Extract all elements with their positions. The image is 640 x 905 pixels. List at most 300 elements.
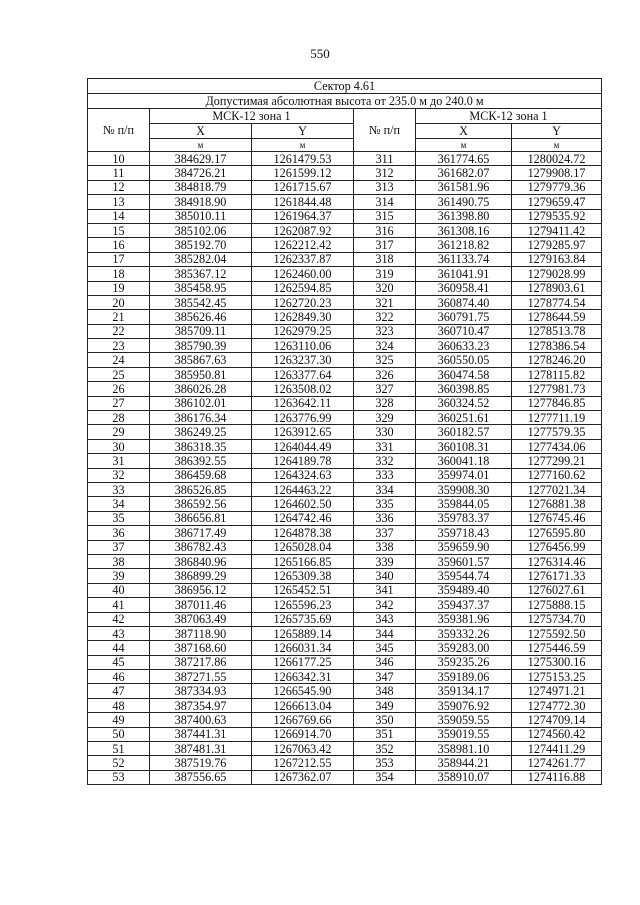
cell-y-right: 1278246.20 [512,353,602,367]
cell-x-right: 360182.57 [416,425,512,439]
axis-header-row [88,124,602,139]
cell-point-num-right: 323 [354,324,416,338]
table-row [88,698,602,712]
cell-y-right: 1277021.34 [512,482,602,496]
cell-point-num-left: 48 [88,698,150,712]
table-row [88,497,602,511]
cell-x-left: 387400.63 [150,713,252,727]
cell-point-num-left: 23 [88,339,150,353]
cell-x-right: 359908.30 [416,482,512,496]
cell-x-left: 384629.17 [150,152,252,166]
cell-y-left: 1264189.78 [252,454,354,468]
cell-point-num-right: 314 [354,195,416,209]
cell-point-num-right: 342 [354,598,416,612]
cell-x-left: 386392.55 [150,454,252,468]
cell-x-right: 360108.31 [416,439,512,453]
cell-y-left: 1267362.07 [252,770,354,784]
y-header-right: Y [512,124,602,139]
cell-point-num-right: 318 [354,252,416,266]
cell-x-left: 387334.93 [150,684,252,698]
cell-y-right: 1274411.29 [512,742,602,756]
cell-point-num-left: 34 [88,497,150,511]
cell-point-num-left: 36 [88,526,150,540]
cell-point-num-right: 330 [354,425,416,439]
cell-point-num-right: 315 [354,209,416,223]
cell-point-num-left: 13 [88,195,150,209]
cell-point-num-right: 350 [354,713,416,727]
cell-point-num-right: 325 [354,353,416,367]
cell-y-left: 1265166.85 [252,554,354,568]
cell-y-right: 1275153.25 [512,670,602,684]
cell-point-num-right: 334 [354,482,416,496]
cell-y-right: 1279411.42 [512,223,602,237]
cell-point-num-left: 39 [88,569,150,583]
cell-point-num-right: 348 [354,684,416,698]
cell-y-right: 1274560.42 [512,727,602,741]
col-header-num-right: № п/п [354,109,416,152]
cell-point-num-left: 12 [88,180,150,194]
cell-y-right: 1276745.46 [512,511,602,525]
cell-point-num-left: 38 [88,554,150,568]
cell-point-num-left: 19 [88,281,150,295]
cell-point-num-left: 20 [88,295,150,309]
cell-x-right: 359076.92 [416,698,512,712]
cell-y-right: 1276027.61 [512,583,602,597]
cell-y-left: 1263237.30 [252,353,354,367]
cell-y-right: 1279659.47 [512,195,602,209]
cell-x-right: 358910.07 [416,770,512,784]
sector-header-row [88,79,602,94]
cell-y-left: 1262337.87 [252,252,354,266]
cell-x-left: 385458.95 [150,281,252,295]
cell-y-left: 1266769.66 [252,713,354,727]
cell-point-num-right: 335 [354,497,416,511]
cell-x-left: 384818.79 [150,180,252,194]
cell-x-right: 361490.75 [416,195,512,209]
cell-y-right: 1274709.14 [512,713,602,727]
cell-point-num-right: 332 [354,454,416,468]
cell-point-num-left: 21 [88,310,150,324]
table-row [88,353,602,367]
cell-point-num-left: 35 [88,511,150,525]
table-row [88,526,602,540]
table-row [88,554,602,568]
sector-title: Сектор 4.61 [88,79,602,94]
cell-y-left: 1262460.00 [252,267,354,281]
coordinates-table [87,78,602,785]
zone-header-row [88,109,602,124]
cell-y-left: 1262594.85 [252,281,354,295]
table-row [88,612,602,626]
cell-point-num-left: 25 [88,367,150,381]
cell-x-right: 359381.96 [416,612,512,626]
cell-x-left: 386249.25 [150,425,252,439]
cell-y-left: 1264463.22 [252,482,354,496]
cell-point-num-left: 16 [88,238,150,252]
cell-x-left: 386592.56 [150,497,252,511]
height-range-row [88,94,602,109]
cell-point-num-right: 352 [354,742,416,756]
table-row [88,281,602,295]
cell-y-right: 1277711.19 [512,411,602,425]
cell-x-right: 359235.26 [416,655,512,669]
cell-point-num-left: 10 [88,152,150,166]
cell-point-num-right: 337 [354,526,416,540]
table-row [88,180,602,194]
cell-x-right: 359544.74 [416,569,512,583]
table-row [88,727,602,741]
cell-point-num-left: 31 [88,454,150,468]
cell-y-left: 1267212.55 [252,756,354,770]
cell-y-right: 1276171.33 [512,569,602,583]
cell-point-num-right: 354 [354,770,416,784]
cell-y-left: 1262720.23 [252,295,354,309]
cell-y-right: 1274116.88 [512,770,602,784]
cell-x-right: 359437.37 [416,598,512,612]
cell-x-left: 387519.76 [150,756,252,770]
cell-point-num-left: 29 [88,425,150,439]
cell-x-left: 387271.55 [150,670,252,684]
cell-x-left: 387556.65 [150,770,252,784]
cell-y-right: 1278903.61 [512,281,602,295]
cell-y-left: 1263377.64 [252,367,354,381]
page-number: 550 [310,46,330,61]
cell-y-left: 1263110.06 [252,339,354,353]
cell-x-right: 361581.96 [416,180,512,194]
cell-x-right: 359601.57 [416,554,512,568]
cell-y-right: 1274261.77 [512,756,602,770]
cell-x-left: 387217.86 [150,655,252,669]
cell-y-right: 1276456.99 [512,540,602,554]
table-row [88,670,602,684]
cell-point-num-left: 30 [88,439,150,453]
cell-point-num-right: 327 [354,382,416,396]
cell-point-num-right: 328 [354,396,416,410]
cell-y-left: 1266342.31 [252,670,354,684]
cell-point-num-left: 22 [88,324,150,338]
col-header-num-left: № п/п [88,109,150,152]
cell-x-right: 359974.01 [416,468,512,482]
cell-point-num-right: 345 [354,641,416,655]
cell-point-num-left: 37 [88,540,150,554]
cell-y-left: 1264324.63 [252,468,354,482]
height-range: Допустимая абсолютная высота от 235.0 м до 240.0 м [88,94,602,109]
unit-x-right: м [416,139,512,152]
table-row [88,540,602,554]
cell-x-left: 387441.31 [150,727,252,741]
cell-x-left: 387168.60 [150,641,252,655]
cell-y-right: 1275300.16 [512,655,602,669]
table-row [88,252,602,266]
cell-y-right: 1279779.36 [512,180,602,194]
cell-point-num-left: 32 [88,468,150,482]
table-row [88,756,602,770]
table-row [88,339,602,353]
cell-point-num-right: 320 [354,281,416,295]
cell-x-right: 360633.23 [416,339,512,353]
table-row [88,454,602,468]
cell-y-left: 1261715.67 [252,180,354,194]
cell-x-right: 359844.05 [416,497,512,511]
cell-y-left: 1265596.23 [252,598,354,612]
cell-point-num-right: 322 [354,310,416,324]
cell-x-right: 361133.74 [416,252,512,266]
cell-y-left: 1263776.99 [252,411,354,425]
cell-x-right: 359783.37 [416,511,512,525]
table-row [88,569,602,583]
cell-y-left: 1263508.02 [252,382,354,396]
cell-point-num-left: 50 [88,727,150,741]
y-header-left: Y [252,124,354,139]
cell-y-left: 1265889.14 [252,626,354,640]
cell-point-num-right: 343 [354,612,416,626]
cell-point-num-right: 341 [354,583,416,597]
cell-point-num-left: 33 [88,482,150,496]
cell-point-num-left: 17 [88,252,150,266]
cell-y-right: 1278644.59 [512,310,602,324]
cell-x-left: 387481.31 [150,742,252,756]
cell-y-left: 1261479.53 [252,152,354,166]
cell-y-left: 1261599.12 [252,166,354,180]
cell-y-left: 1264742.46 [252,511,354,525]
cell-y-left: 1266914.70 [252,727,354,741]
table-row [88,583,602,597]
unit-x-left: м [150,139,252,152]
cell-y-right: 1274772.30 [512,698,602,712]
table-row [88,411,602,425]
zone-header-right: МСК-12 зона 1 [416,109,602,124]
cell-point-num-right: 349 [354,698,416,712]
cell-x-right: 360550.05 [416,353,512,367]
cell-x-left: 387063.49 [150,612,252,626]
cell-point-num-right: 351 [354,727,416,741]
cell-y-right: 1277846.85 [512,396,602,410]
table-row [88,598,602,612]
cell-point-num-left: 47 [88,684,150,698]
cell-x-left: 386956.12 [150,583,252,597]
cell-point-num-right: 316 [354,223,416,237]
cell-point-num-right: 353 [354,756,416,770]
cell-y-right: 1279163.84 [512,252,602,266]
cell-x-right: 360324.52 [416,396,512,410]
cell-y-left: 1263642.11 [252,396,354,410]
cell-y-right: 1275592.50 [512,626,602,640]
cell-x-right: 361218.82 [416,238,512,252]
cell-x-right: 359332.26 [416,626,512,640]
cell-x-left: 385709.11 [150,324,252,338]
cell-x-left: 385192.70 [150,238,252,252]
cell-point-num-left: 18 [88,267,150,281]
table-row [88,295,602,309]
cell-point-num-left: 52 [88,756,150,770]
cell-point-num-right: 312 [354,166,416,180]
cell-x-left: 385867.63 [150,353,252,367]
cell-point-num-left: 53 [88,770,150,784]
cell-x-left: 385102.06 [150,223,252,237]
cell-y-left: 1262849.30 [252,310,354,324]
cell-y-left: 1265028.04 [252,540,354,554]
cell-y-left: 1262212.42 [252,238,354,252]
cell-point-num-left: 44 [88,641,150,655]
cell-y-right: 1276881.38 [512,497,602,511]
cell-x-right: 359283.00 [416,641,512,655]
cell-x-right: 359489.40 [416,583,512,597]
cell-x-left: 386840.96 [150,554,252,568]
table-row [88,713,602,727]
cell-point-num-right: 317 [354,238,416,252]
table-row [88,223,602,237]
cell-x-left: 385367.12 [150,267,252,281]
table-row [88,770,602,784]
cell-x-right: 361398.80 [416,209,512,223]
cell-point-num-right: 336 [354,511,416,525]
cell-y-left: 1262087.92 [252,223,354,237]
cell-x-right: 360874.40 [416,295,512,309]
cell-x-right: 360791.75 [416,310,512,324]
cell-y-left: 1266031.34 [252,641,354,655]
cell-y-left: 1265452.51 [252,583,354,597]
cell-point-num-right: 311 [354,152,416,166]
cell-x-right: 360958.41 [416,281,512,295]
table-row [88,439,602,453]
table-row [88,511,602,525]
cell-y-left: 1261844.48 [252,195,354,209]
cell-point-num-right: 324 [354,339,416,353]
cell-x-left: 386782.43 [150,540,252,554]
cell-x-right: 358944.21 [416,756,512,770]
cell-x-right: 358981.10 [416,742,512,756]
table-row [88,742,602,756]
cell-y-right: 1279908.17 [512,166,602,180]
cell-point-num-right: 331 [354,439,416,453]
cell-x-left: 386526.85 [150,482,252,496]
cell-x-left: 386102.01 [150,396,252,410]
cell-x-left: 387118.90 [150,626,252,640]
table-row [88,468,602,482]
cell-x-right: 360710.47 [416,324,512,338]
cell-y-right: 1275446.59 [512,641,602,655]
cell-point-num-right: 346 [354,655,416,669]
cell-x-right: 359718.43 [416,526,512,540]
cell-y-right: 1276314.46 [512,554,602,568]
cell-x-left: 385282.04 [150,252,252,266]
cell-x-right: 360041.18 [416,454,512,468]
cell-y-left: 1264602.50 [252,497,354,511]
cell-y-left: 1264044.49 [252,439,354,453]
table-row [88,482,602,496]
table-row [88,641,602,655]
cell-point-num-left: 14 [88,209,150,223]
cell-point-num-left: 11 [88,166,150,180]
table-row [88,367,602,381]
cell-point-num-right: 338 [354,540,416,554]
cell-x-left: 387011.46 [150,598,252,612]
cell-x-right: 359134.17 [416,684,512,698]
cell-y-left: 1262979.25 [252,324,354,338]
cell-x-right: 359019.55 [416,727,512,741]
cell-x-left: 386899.29 [150,569,252,583]
cell-x-left: 386656.81 [150,511,252,525]
cell-point-num-left: 40 [88,583,150,597]
cell-point-num-left: 15 [88,223,150,237]
cell-x-left: 386176.34 [150,411,252,425]
cell-y-right: 1278513.78 [512,324,602,338]
cell-x-left: 387354.97 [150,698,252,712]
cell-y-right: 1277160.62 [512,468,602,482]
cell-x-left: 386318.35 [150,439,252,453]
cell-point-num-right: 319 [354,267,416,281]
cell-x-left: 386026.28 [150,382,252,396]
cell-y-right: 1280024.72 [512,152,602,166]
cell-point-num-left: 51 [88,742,150,756]
table-row [88,209,602,223]
cell-x-left: 385950.81 [150,367,252,381]
table-row [88,684,602,698]
cell-y-right: 1275734.70 [512,612,602,626]
cell-point-num-left: 45 [88,655,150,669]
cell-point-num-left: 27 [88,396,150,410]
cell-y-left: 1267063.42 [252,742,354,756]
cell-point-num-left: 41 [88,598,150,612]
cell-point-num-right: 321 [354,295,416,309]
cell-y-right: 1275888.15 [512,598,602,612]
cell-point-num-left: 49 [88,713,150,727]
cell-x-left: 384918.90 [150,195,252,209]
cell-point-num-right: 340 [354,569,416,583]
cell-y-right: 1277981.73 [512,382,602,396]
cell-x-left: 384726.21 [150,166,252,180]
cell-y-right: 1279285.97 [512,238,602,252]
cell-y-left: 1265309.38 [252,569,354,583]
cell-x-left: 385790.39 [150,339,252,353]
cell-point-num-left: 28 [88,411,150,425]
cell-point-num-right: 313 [354,180,416,194]
cell-y-left: 1266613.04 [252,698,354,712]
cell-point-num-right: 339 [354,554,416,568]
table-row [88,396,602,410]
cell-y-left: 1261964.37 [252,209,354,223]
cell-x-right: 361774.65 [416,152,512,166]
cell-point-num-right: 347 [354,670,416,684]
cell-x-right: 360398.85 [416,382,512,396]
table-row [88,195,602,209]
cell-y-left: 1264878.38 [252,526,354,540]
cell-y-right: 1276595.80 [512,526,602,540]
cell-point-num-left: 43 [88,626,150,640]
table-row [88,166,602,180]
cell-point-num-right: 333 [354,468,416,482]
cell-y-right: 1279535.92 [512,209,602,223]
table-row [88,267,602,281]
cell-point-num-right: 344 [354,626,416,640]
table-row [88,382,602,396]
cell-x-left: 386459.68 [150,468,252,482]
cell-point-num-left: 46 [88,670,150,684]
table-row [88,238,602,252]
cell-y-right: 1279028.99 [512,267,602,281]
cell-y-right: 1277579.35 [512,425,602,439]
unit-y-right: м [512,139,602,152]
cell-point-num-right: 329 [354,411,416,425]
cell-x-right: 360474.58 [416,367,512,381]
table-row [88,324,602,338]
table-row [88,655,602,669]
cell-y-right: 1278115.82 [512,367,602,381]
table-row [88,626,602,640]
unit-y-left: м [252,139,354,152]
cell-x-right: 360251.61 [416,411,512,425]
table-row [88,425,602,439]
